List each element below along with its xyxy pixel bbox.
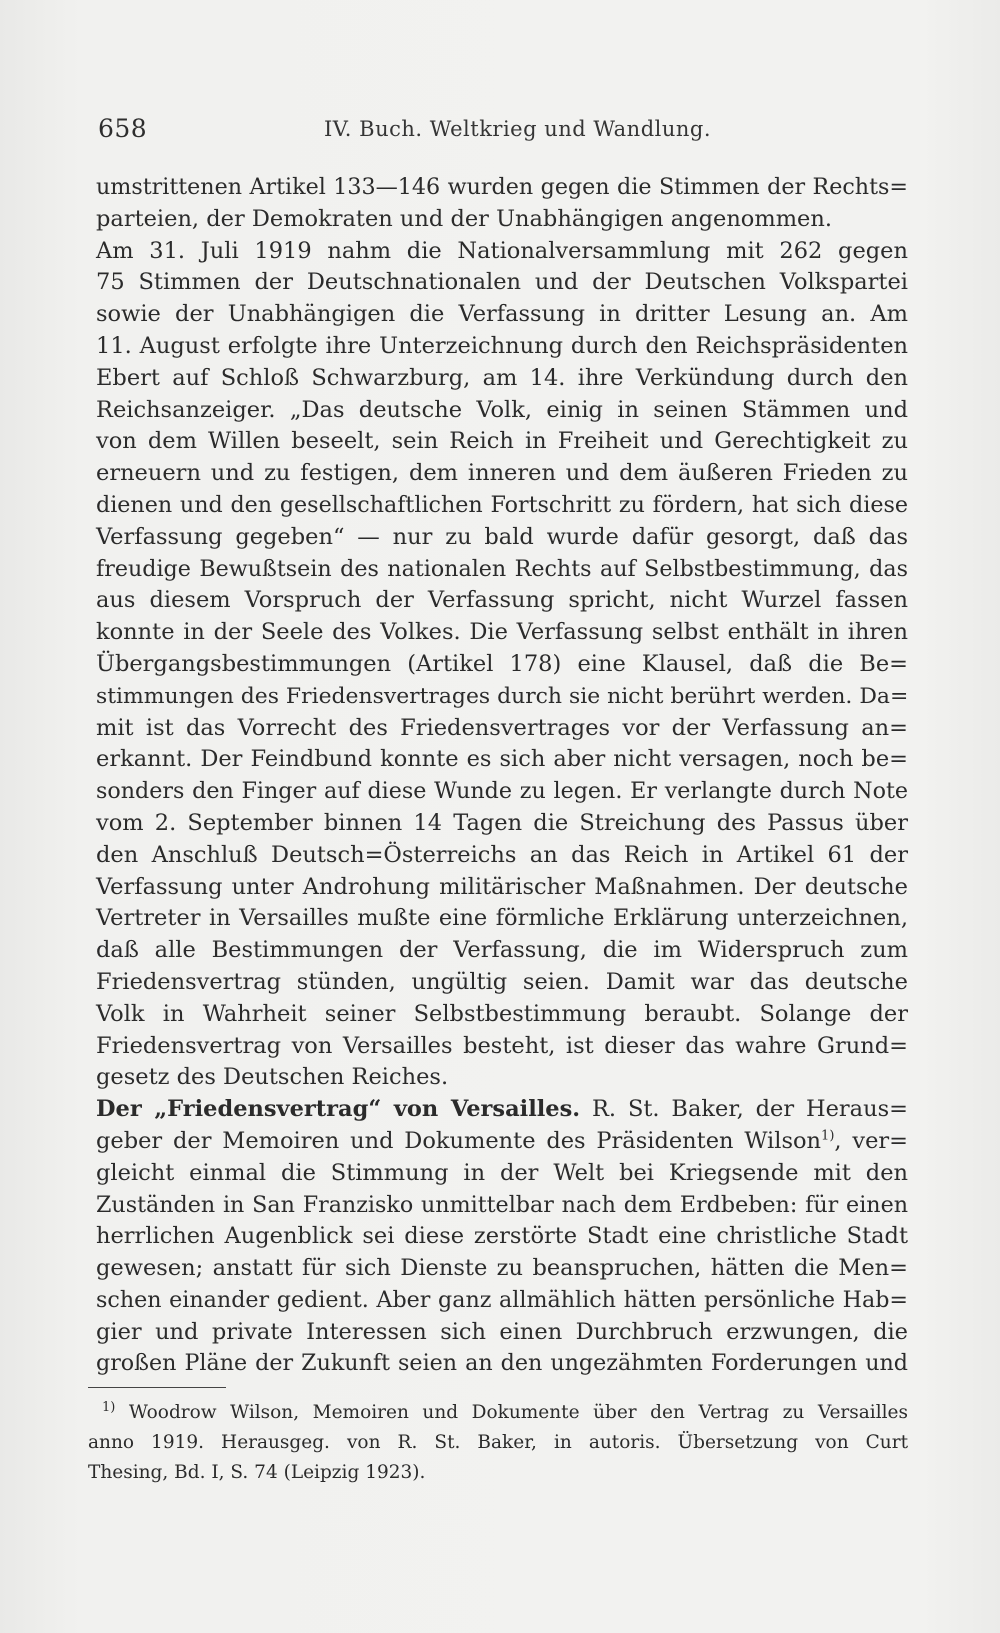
- text-line: Volk in Wahrheit seiner Selbstbestimmung beraubt. Solange der: [96, 1000, 908, 1027]
- text-line: parteien, der Demokraten und der Unabhängigen angenommen.: [96, 205, 832, 232]
- text-line: Vertreter in Versailles mußte eine förmliche Erklärung unterzeichnen,: [96, 905, 908, 932]
- footnote-divider: [88, 1387, 226, 1388]
- text-line: gesetz des Deutschen Reiches.: [96, 1064, 449, 1091]
- body-text: [96, 172, 908, 1380]
- text-line: vom 2. September binnen 14 Tagen die Streichung des Passus über: [96, 809, 908, 836]
- footnote-line: [88, 1398, 908, 1428]
- footnote-line: anno 1919. Herausgeg. von R. St. Baker, in autoris. Übersetzung von Curt: [88, 1432, 908, 1453]
- text-line: Verfassung gegeben“ — nur zu bald wurde dafür gesorgt, daß das: [96, 523, 908, 550]
- text-line: [96, 1126, 908, 1158]
- text-line: 75 Stimmen der Deutschnationalen und der Deutschen Volkspartei: [96, 269, 908, 296]
- text-line: Am 31. Juli 1919 nahm die Nationalversammlung mit 262 gegen: [96, 237, 908, 264]
- footnotes: [88, 1398, 908, 1488]
- text-line: umstrittenen Artikel 133—146 wurden gegen die Stimmen der Rechts=: [96, 174, 908, 200]
- text-line: Reichsanzeiger. „Das deutsche Volk, einig in seinen Stämmen und: [96, 396, 908, 423]
- text-line: gewesen; anstatt für sich Dienste zu beanspruchen, hätten die Men=: [96, 1255, 908, 1282]
- footnote-text: Woodrow Wilson, Memoiren und Dokumente über den Vertrag zu Versailles: [128, 1402, 908, 1423]
- text-line: herrlichen Augenblick sei diese zerstörte Stadt eine christliche Stadt: [96, 1223, 908, 1250]
- footnote-marker: 1): [102, 1399, 116, 1415]
- text-line: erneuern und zu festigen, dem inneren und dem äußeren Frieden zu: [96, 460, 908, 487]
- running-head: IV. Buch. Weltkrieg und Wandlung.: [324, 117, 712, 141]
- page-number: 658: [98, 114, 148, 143]
- text-line: Verfassung unter Androhung militärischer Maßnahmen. Der deutsche: [96, 873, 908, 900]
- text-span: , ver=: [834, 1127, 908, 1154]
- section-heading: Der „Friedensvertrag“ von Versailles.: [96, 1096, 581, 1123]
- text-line: Übergangsbestimmungen (Artikel 178) eine Klausel, daß die Be=: [96, 650, 908, 677]
- text-line: sowie der Unabhängigen die Verfassung in dritter Lesung an. Am: [96, 301, 908, 328]
- text-line: dienen und den gesellschaftlichen Fortschritt zu fördern, hat sich diese: [96, 491, 908, 518]
- text-line: schen einander gedient. Aber ganz allmählich hätten persönliche Hab=: [96, 1286, 908, 1313]
- text-span: geber der Memoiren und Dokumente des Präsidenten Wilson: [96, 1127, 822, 1154]
- page-header: [96, 114, 906, 150]
- section-first-line: [96, 1094, 908, 1126]
- text-line: 11. August erfolgte ihre Unterzeichnung durch den Reichspräsidenten: [96, 332, 908, 359]
- text-line: Friedensvertrag von Versailles besteht, ist dieser das wahre Grund=: [96, 1032, 908, 1059]
- text-line: konnte in der Seele des Volkes. Die Verfassung selbst enthält in ihren: [96, 619, 908, 646]
- text-line: freudige Bewußtsein des nationalen Rechts auf Selbstbestimmung, das: [96, 555, 908, 582]
- footnote-reference[interactable]: 1): [821, 1128, 835, 1144]
- text-line: Friedensvertrag stünden, ungültig seien. Damit war das deutsche: [96, 968, 908, 995]
- section-first-line-text: R. St. Baker, der Heraus=: [591, 1096, 908, 1123]
- text-line: daß alle Bestimmungen der Verfassung, die im Widerspruch zum: [96, 937, 908, 964]
- text-line: den Anschluß Deutsch=Österreichs an das Reich in Artikel 61 der: [96, 841, 908, 868]
- text-line: aus diesem Vorspruch der Verfassung spricht, nicht Wurzel fassen: [96, 587, 908, 614]
- footnote-line: Thesing, Bd. I, S. 74 (Leipzig 1923).: [88, 1462, 426, 1483]
- text-line: sonders den Finger auf diese Wunde zu legen. Er verlangte durch Note: [96, 778, 908, 805]
- text-line: großen Pläne der Zukunft seien an den ungezähmten Forderungen und: [96, 1350, 908, 1377]
- text-line: Zuständen in San Franzisko unmittelbar nach dem Erdbeben: für einen: [96, 1191, 908, 1218]
- text-line: gleicht einmal die Stimmung in der Welt bei Kriegsende mit den: [96, 1159, 908, 1186]
- text-line: gier und private Interessen sich einen Durchbruch erzwungen, die: [96, 1318, 908, 1345]
- text-line: Ebert auf Schloß Schwarzburg, am 14. ihre Verkündung durch den: [96, 364, 908, 391]
- text-line: stimmungen des Friedensvertrages durch sie nicht berührt werden. Da=: [96, 683, 909, 709]
- text-line: von dem Willen beseelt, sein Reich in Freiheit und Gerechtigkeit zu: [96, 428, 908, 455]
- text-line: mit ist das Vorrecht des Friedensvertrages vor der Verfassung an=: [96, 714, 908, 741]
- text-line: erkannt. Der Feindbund konnte es sich aber nicht versagen, noch be=: [96, 746, 908, 773]
